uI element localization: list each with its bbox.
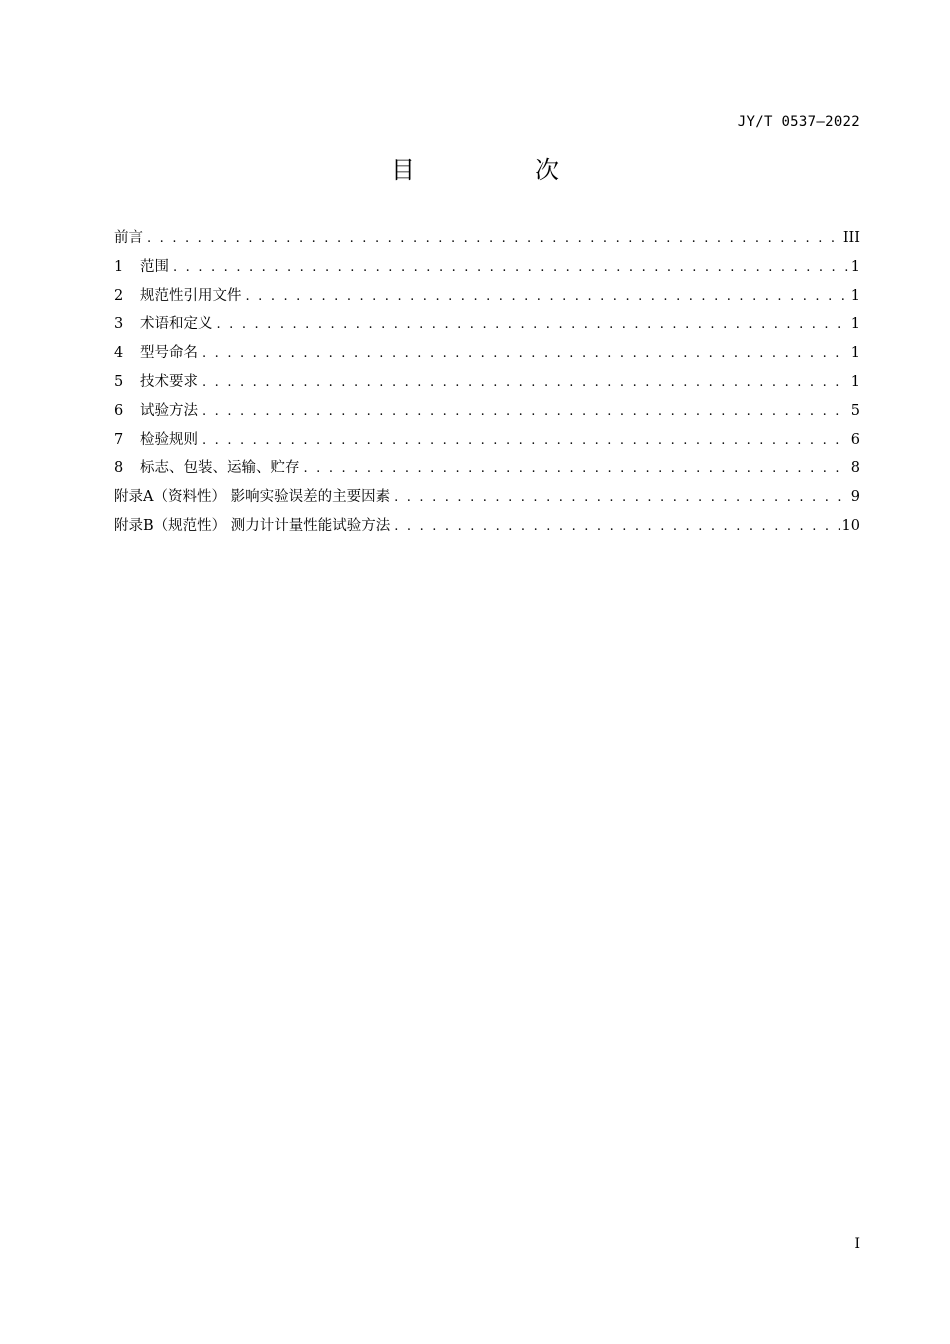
page-number: I <box>854 1236 860 1252</box>
toc-entry-page: 5 <box>850 402 860 419</box>
toc-entry-page: 9 <box>850 489 860 506</box>
toc-entry-page: 8 <box>850 460 860 477</box>
toc-entry-page: 1 <box>850 316 860 333</box>
toc-entry-label: 前言 <box>114 230 143 246</box>
toc-entry-label: 检验规则 <box>140 431 198 448</box>
toc-entry-number: 1 <box>114 258 124 275</box>
toc-entry-page: 10 <box>841 517 860 534</box>
toc-entry-page: 1 <box>850 373 860 390</box>
toc-entry-page: 1 <box>850 258 860 275</box>
toc-entry-page: 1 <box>850 287 860 304</box>
toc-entry-label: 技术要求 <box>140 373 198 390</box>
toc-entry-page: 1 <box>850 345 860 362</box>
table-of-contents <box>114 226 860 543</box>
toc-entry-label: 规范性引用文件 <box>140 287 242 304</box>
toc-entry-foreword[interactable] <box>114 226 860 255</box>
toc-dot-leader <box>202 375 849 390</box>
toc-entry-label: 范围 <box>140 258 169 275</box>
toc-entry-7[interactable] <box>114 428 860 457</box>
toc-dot-leader <box>147 231 841 246</box>
toc-entry-number: 6 <box>114 402 124 419</box>
toc-dot-leader <box>217 317 849 332</box>
toc-title: 目 次 <box>391 156 607 184</box>
toc-entry-2[interactable] <box>114 284 860 313</box>
toc-entry-label: 附录B（规范性） 测力计计量性能试验方法 <box>114 517 391 534</box>
toc-entry-4[interactable] <box>114 341 860 370</box>
toc-entry-number: 4 <box>114 345 124 362</box>
toc-entry-label: 术语和定义 <box>140 316 213 333</box>
toc-entry-6[interactable] <box>114 399 860 428</box>
toc-entry-3[interactable] <box>114 312 860 341</box>
toc-entry-page: III <box>842 230 860 246</box>
toc-entry-appendix-a[interactable] <box>114 485 860 514</box>
toc-dot-leader <box>304 461 849 476</box>
toc-entry-number: 8 <box>114 460 124 477</box>
toc-entry-label: 型号命名 <box>140 345 198 362</box>
toc-entry-8[interactable] <box>114 456 860 485</box>
toc-dot-leader <box>173 260 849 275</box>
toc-entry-label: 试验方法 <box>140 402 198 419</box>
toc-entry-1[interactable] <box>114 255 860 284</box>
toc-entry-number: 7 <box>114 431 124 448</box>
toc-entry-label: 附录A（资料性） 影响实验误差的主要因素 <box>114 489 391 506</box>
toc-entry-number: 5 <box>114 373 124 390</box>
toc-entry-5[interactable] <box>114 370 860 399</box>
toc-dot-leader <box>202 346 849 361</box>
toc-dot-leader <box>202 433 849 448</box>
toc-entry-label: 标志、包装、运输、贮存 <box>140 460 300 477</box>
toc-entry-number: 2 <box>114 287 124 304</box>
toc-dot-leader <box>246 289 849 304</box>
toc-dot-leader <box>202 404 849 419</box>
toc-entry-appendix-b[interactable] <box>114 514 860 543</box>
toc-entry-page: 6 <box>850 431 860 448</box>
toc-entry-number: 3 <box>114 316 124 333</box>
toc-dot-leader <box>394 519 839 534</box>
document-code: JY/T 0537—2022 <box>737 114 860 130</box>
toc-dot-leader <box>394 490 849 505</box>
